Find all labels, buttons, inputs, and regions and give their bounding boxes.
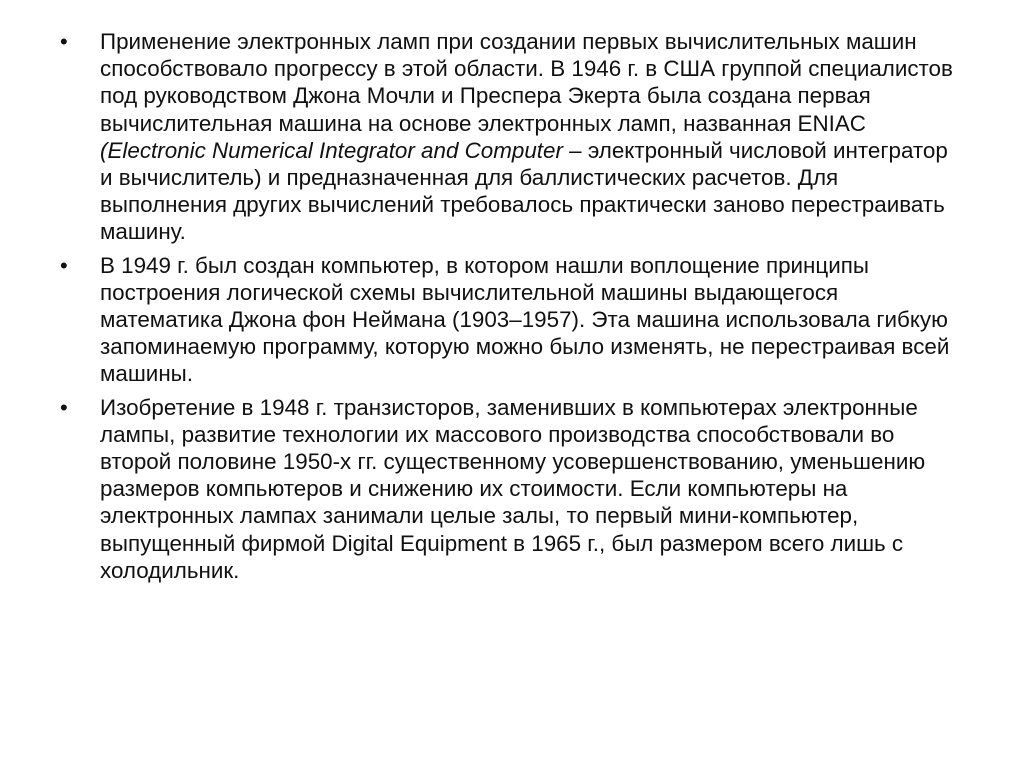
list-item <box>60 252 964 388</box>
bullet-text <box>100 395 925 583</box>
bullet-marker: • <box>60 394 68 420</box>
text-run: В 1949 г. был создан компьютер, в котором нашли воплощение принципы построения логической схемы вычислительной машины выдающегося математика Джона фон Неймана (1903–1957). Эта машина использовала гибкую запоминаемую программу, которую можно было изменять, не перестраивая всей машины. <box>100 252 950 387</box>
list-item <box>60 28 964 246</box>
text-run: Изобретение в 1948 г. транзисторов, заменивших в компьютерах электронные лампы, развитие технологии их массового производства способствовали во второй половине 1950-х гг. существенному усовершенствованию, уменьшению размеров компьютеров и снижению их стоимости. Если компьютеры на электронных лампах занимали целые залы, то первый мини-компьютер, выпущенный фирмой Digital Equipment в 1965 г., был размером всего лишь с холодильник. <box>100 394 926 583</box>
italic-text-run: (Electronic Numerical Integrator and Computer <box>100 137 563 163</box>
text-run: Применение электронных ламп при создании первых вычислительных машин способствовало прогрессу в этой области. В 1946 г. в США группой специалистов под руководством Джона Мочли и Преспера Экерта была создана первая вычислительная машина на основе электронных ламп, названная ENIAC <box>100 29 953 136</box>
bullet-text <box>100 253 949 387</box>
bullet-marker: • <box>60 252 68 278</box>
list-item <box>60 394 964 584</box>
bullet-list <box>60 28 964 584</box>
bullet-text <box>100 29 953 244</box>
bullet-marker: • <box>60 29 68 54</box>
text-run: – электронный числовой интегратор и вычислитель) и предназначенная для баллистических расчетов. Для выполнения других вычислений требовалось практически заново перестраивать машину. <box>100 137 948 245</box>
